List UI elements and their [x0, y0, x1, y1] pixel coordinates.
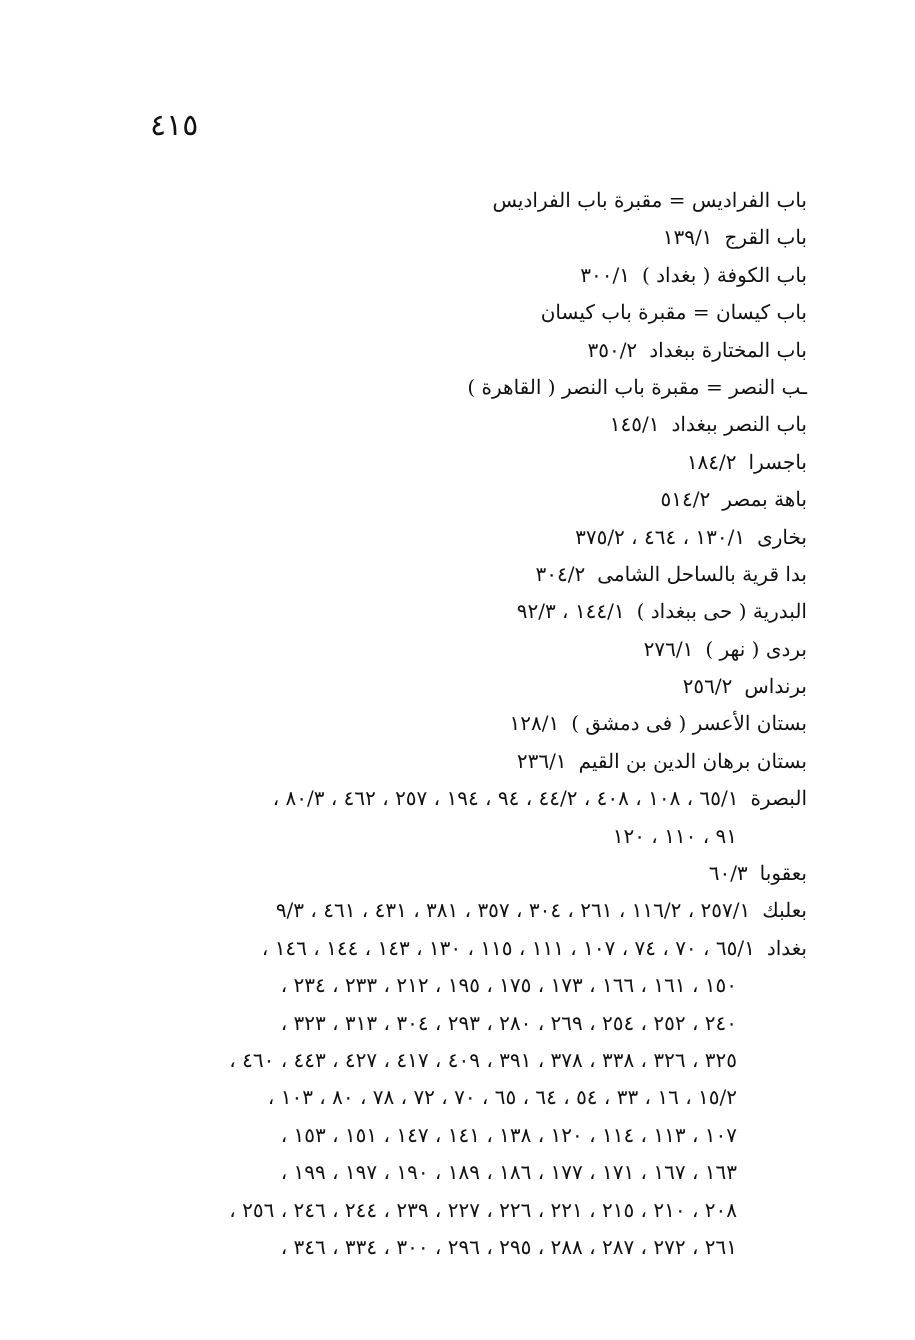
index-entry	[130, 294, 807, 331]
index-entry	[130, 481, 807, 518]
index-entry	[130, 892, 807, 929]
index-entry	[130, 930, 807, 967]
index-entry	[130, 855, 807, 892]
index-entry	[130, 668, 807, 705]
index-entry-continuation	[130, 1192, 807, 1229]
entry-refs: ٥١٤/٢	[660, 487, 711, 512]
entry-term: بخارى	[757, 524, 807, 549]
entry-term: باب كيسان = مقبرة باب كيسان	[540, 300, 807, 325]
index-entry	[130, 219, 807, 256]
entry-term: بدا قرية بالساحل الشامى	[597, 561, 807, 586]
entry-refs: ٢٥٧/١ ، ١١٦/٢ ، ٢٦١ ، ٣٠٤ ، ٣٥٧ ، ٣٨١ ، ٤٣١ ، ٤٦١ ، ٩/٣	[275, 898, 751, 923]
entry-refs: ١٢٨/١	[509, 711, 560, 736]
entry-term: بغداد	[766, 935, 807, 960]
index-entry-continuation	[130, 1117, 807, 1154]
entry-refs: ١٠٧ ، ١١٣ ، ١١٤ ، ١٢٠ ، ١٣٨ ، ١٤١ ، ١٤٧ ، ١٥١ ، ١٥٣ ،	[280, 1122, 737, 1147]
index-entry	[130, 556, 807, 593]
page-number: ٤١٥	[150, 108, 199, 143]
index-entry-continuation	[130, 967, 807, 1004]
index-entry	[130, 780, 807, 817]
entry-refs: ٢٣٦/١	[516, 748, 567, 773]
index-entry	[130, 631, 807, 668]
entry-refs: ١٦٣ ، ١٦٧ ، ١٧١ ، ١٧٧ ، ١٨٦ ، ١٨٩ ، ١٩٠ ، ١٩٧ ، ١٩٩ ،	[280, 1160, 737, 1185]
index-entry	[130, 743, 807, 780]
entry-refs: ٦٠/٣	[708, 861, 748, 886]
entry-refs: ١٤٥/١	[609, 412, 660, 437]
entry-term: باهة بمصر	[722, 487, 807, 512]
index-entry	[130, 406, 807, 443]
index-entry-continuation	[130, 1042, 807, 1079]
index-list	[130, 182, 807, 1266]
entry-refs: ٣٢٥ ، ٣٢٦ ، ٣٣٨ ، ٣٧٨ ، ٣٩١ ، ٤٠٩ ، ٤١٧ ، ٤٢٧ ، ٤٤٣ ، ٤٦٠ ،	[229, 1047, 737, 1072]
entry-refs: ١٥٠ ، ١٦١ ، ١٦٦ ، ١٧٣ ، ١٧٥ ، ١٩٥ ، ٢١٢ ، ٢٣٣ ، ٢٣٤ ،	[280, 973, 737, 998]
entry-refs: ٢٥٦/٢	[682, 674, 733, 699]
index-entry-continuation	[130, 818, 807, 855]
entry-refs: ١٤٤/١ ، ٩٢/٣	[516, 599, 625, 624]
entry-refs: ٣٥٠/٢	[587, 337, 638, 362]
entry-refs: ٢٤٠ ، ٢٥٢ ، ٢٥٤ ، ٢٦٩ ، ٢٨٠ ، ٢٩٣ ، ٣٠٤ ، ٣١٣ ، ٣٢٣ ،	[280, 1010, 737, 1035]
entry-refs: ٣٠٠/١	[580, 262, 630, 287]
entry-refs: ١٥/٢ ، ١٦ ، ٣٣ ، ٥٤ ، ٦٤ ، ٦٥ ، ٧٠ ، ٧٢ ، ٧٨ ، ٨٠ ، ١٠٣ ،	[267, 1085, 737, 1110]
entry-term: ـب النصر = مقبرة باب النصر ( القاهرة )	[467, 374, 807, 399]
entry-term: بستان الأعسر ( فى دمشق )	[571, 711, 807, 736]
index-entry	[130, 257, 807, 294]
entry-refs: ١٣٠/١ ، ٤٦٤ ، ٣٧٥/٢	[575, 524, 746, 549]
entry-refs: ٦٥/١ ، ٧٠ ، ٧٤ ، ١٠٧ ، ١١١ ، ١١٥ ، ١٣٠ ، ١٤٣ ، ١٤٤ ، ١٤٦ ،	[261, 935, 755, 960]
entry-term: البصرة	[750, 786, 807, 811]
entry-term: باب الفراديس = مقبرة باب الفراديس	[492, 188, 807, 212]
entry-term: باب النصر ببغداد	[671, 412, 807, 437]
entry-refs: ١٣٩/١	[662, 225, 713, 250]
index-entry-continuation	[130, 1079, 807, 1116]
index-entry	[130, 519, 807, 556]
entry-refs: ١٨٤/٢	[686, 449, 737, 474]
entry-term: باب المختارة ببغداد	[649, 337, 807, 362]
entry-refs: ٣٠٤/٢	[535, 561, 586, 586]
entry-refs: ٢٠٨ ، ٢١٠ ، ٢١٥ ، ٢٢١ ، ٢٢٦ ، ٢٢٧ ، ٢٣٩ ، ٢٤٤ ، ٢٤٦ ، ٢٥٦ ،	[229, 1197, 737, 1222]
index-entry-continuation	[130, 1005, 807, 1042]
index-entry	[130, 444, 807, 481]
index-entry	[130, 182, 807, 219]
entry-term: باب الكوفة ( بغداد )	[641, 262, 807, 287]
entry-term: باجسرا	[748, 449, 807, 474]
index-entry-continuation	[130, 1154, 807, 1191]
index-entry	[130, 593, 807, 630]
entry-term: بعقوبا	[759, 861, 807, 886]
index-entry	[130, 705, 807, 742]
entry-term: بعلبك	[762, 898, 807, 923]
index-entry-continuation	[130, 1229, 807, 1266]
entry-refs: ٦٥/١ ، ١٠٨ ، ٤٠٨ ، ٤٤/٢ ، ٩٤ ، ١٩٤ ، ٢٥٧ ، ٤٦٢ ، ٨٠/٣ ،	[272, 786, 739, 811]
entry-term: باب القرج	[724, 225, 807, 250]
entry-refs: ٩١ ، ١١٠ ، ١٢٠	[612, 823, 737, 848]
entry-term: بردى ( نهر )	[705, 636, 807, 661]
entry-term: البدرية ( حى ببغداد )	[636, 599, 807, 624]
entry-term: برنداس	[744, 674, 807, 699]
entry-term: بستان برهان الدين بن القيم	[578, 748, 807, 773]
entry-refs: ٢٦١ ، ٢٧٢ ، ٢٨٧ ، ٢٨٨ ، ٢٩٥ ، ٢٩٦ ، ٣٠٠ ، ٣٣٤ ، ٣٤٦ ،	[280, 1234, 737, 1259]
index-entry	[130, 369, 807, 406]
index-entry	[130, 332, 807, 369]
entry-refs: ٢٧٦/١	[643, 636, 694, 661]
